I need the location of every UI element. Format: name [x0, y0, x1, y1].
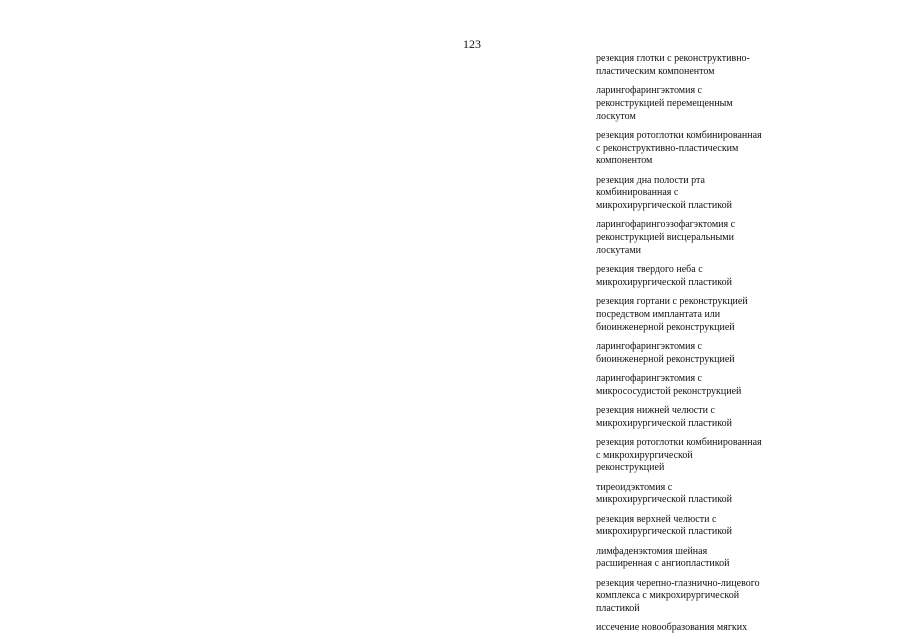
- procedure-line: ларингофарингэктомия с: [596, 372, 702, 384]
- procedure-line: резекция нижней челюсти с: [596, 404, 715, 416]
- procedure-item: [596, 264, 796, 290]
- procedure-item: [596, 341, 796, 367]
- procedure-line: микрохирургической пластикой: [596, 276, 732, 288]
- procedure-line: комбинированная с: [596, 187, 679, 199]
- procedure-line: микрохирургической пластикой: [596, 200, 732, 212]
- procedure-line: резекция глотки с реконструктивно-: [596, 53, 750, 64]
- procedure-line: резекция ротоглотки комбинированная: [596, 436, 762, 448]
- procedure-line: резекция дна полости рта: [596, 174, 705, 186]
- procedure-line: тиреоидэктомия с: [596, 481, 673, 493]
- procedure-item: [596, 622, 796, 635]
- procedure-line: ларингофарингэктомия с: [596, 340, 702, 352]
- procedure-line: микрохирургической пластикой: [596, 417, 732, 429]
- procedure-item: [596, 514, 796, 540]
- procedure-item: [596, 130, 796, 168]
- procedure-line: биоинженерной реконструкцией: [596, 321, 735, 333]
- page-number: 123: [463, 37, 481, 51]
- procedure-list: [596, 53, 796, 642]
- procedure-line: с реконструктивно-пластическим: [596, 142, 739, 154]
- procedure-line: лимфаденэктомия шейная: [596, 545, 708, 557]
- procedure-line: иссечение новообразования мягких: [596, 622, 748, 634]
- procedure-item: [596, 437, 796, 475]
- procedure-item: [596, 405, 796, 431]
- procedure-line: резекция ротоглотки комбинированная: [596, 129, 762, 141]
- procedure-line: с микрохирургической: [596, 449, 693, 461]
- procedure-line: реконструкцией перемещенным: [596, 97, 733, 109]
- procedure-item: [596, 175, 796, 213]
- procedure-line: биоинженерной реконструкцией: [596, 353, 735, 365]
- procedure-line: ларингофарингоэзофагэктомия с: [596, 219, 736, 231]
- procedure-item: [596, 482, 796, 508]
- procedure-line: микрососудистой реконструкцией: [596, 385, 742, 397]
- procedure-line: лоскутами: [596, 244, 642, 256]
- procedure-line: лоскутом: [596, 110, 636, 122]
- procedure-item: [596, 296, 796, 334]
- procedure-item: [596, 53, 796, 79]
- procedure-line: комплекса с микрохирургической: [596, 590, 740, 602]
- procedure-line: микрохирургической пластикой: [596, 526, 732, 538]
- procedure-line: посредством имплантата или: [596, 308, 721, 320]
- procedure-line: резекция черепно-глазнично-лицевого: [596, 577, 760, 589]
- procedure-line: микрохирургической пластикой: [596, 494, 732, 506]
- procedure-line: резекция твердого неба с: [596, 264, 703, 276]
- procedure-line: расширенная с ангиопластикой: [596, 558, 730, 570]
- procedure-item: [596, 546, 796, 572]
- procedure-line: ларингофарингэктомия с: [596, 84, 702, 96]
- procedure-line: реконструкцией висцеральными: [596, 232, 734, 244]
- procedure-line: резекция верхней челюсти с: [596, 513, 717, 525]
- procedure-line: реконструкцией: [596, 462, 665, 474]
- procedure-item: [596, 219, 796, 257]
- procedure-item: [596, 85, 796, 123]
- procedure-line: резекция гортани с реконструкцией: [596, 296, 748, 308]
- procedure-line: пластикой: [596, 603, 640, 615]
- procedure-item: [596, 373, 796, 399]
- procedure-line: пластическим компонентом: [596, 65, 715, 77]
- procedure-line: компонентом: [596, 155, 653, 167]
- procedure-item: [596, 578, 796, 616]
